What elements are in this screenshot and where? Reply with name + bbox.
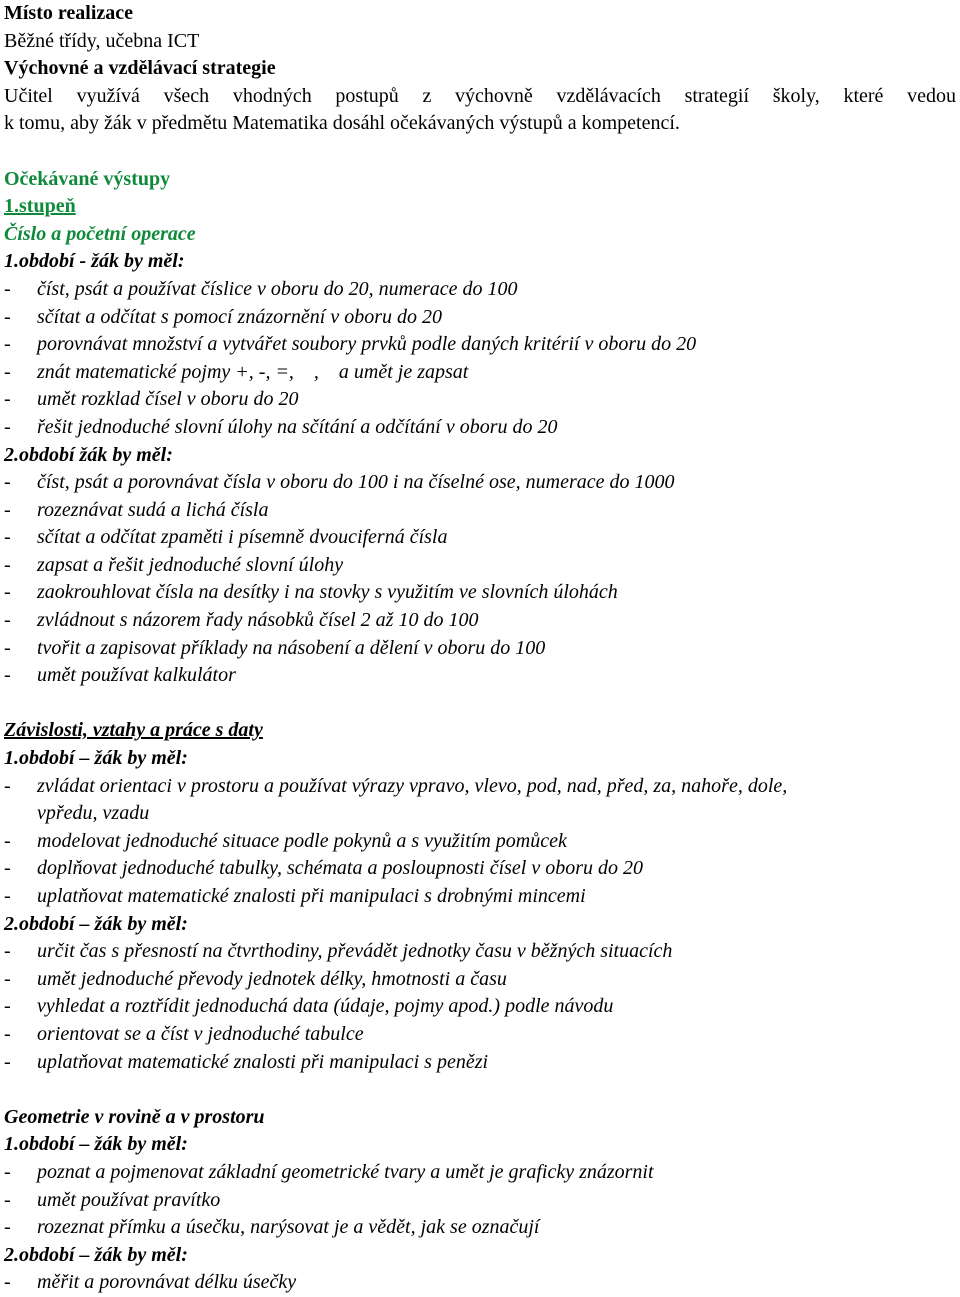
list-item bbox=[4, 386, 956, 414]
list-item bbox=[4, 1214, 956, 1242]
list-item bbox=[4, 607, 956, 635]
list-geometrie-2 bbox=[4, 1269, 956, 1297]
item-text: sčítat a odčítat s pomocí znázornění v oboru do 20 bbox=[37, 305, 442, 328]
obdobi-heading: 2.období žák by měl: bbox=[4, 443, 173, 466]
stupen-heading: 1.stupeň bbox=[4, 195, 76, 218]
list-item-continuation: vpředu, vzadu bbox=[37, 802, 150, 825]
list-item bbox=[4, 828, 956, 856]
item-text: řešit jednoduché slovní úlohy na sčítání a odčítání v oboru do 20 bbox=[37, 415, 558, 438]
list-item bbox=[4, 524, 956, 552]
item-text: umět rozklad čísel v oboru do 20 bbox=[37, 388, 299, 411]
dash: - bbox=[4, 940, 11, 963]
list-cislo-1 bbox=[4, 276, 956, 442]
dash: - bbox=[4, 1022, 11, 1045]
dash: - bbox=[4, 1050, 11, 1073]
dash: - bbox=[4, 526, 11, 549]
list-item bbox=[4, 414, 956, 442]
item-text: rozeznat přímku a úsečku, narýsovat je a vědět, jak se označují bbox=[37, 1216, 540, 1239]
obdobi-heading: 1.období - žák by měl: bbox=[4, 250, 185, 273]
document bbox=[4, 0, 956, 1297]
item-text: zvládnout s názorem řady násobků čísel 2 až 10 do 100 bbox=[37, 609, 479, 632]
obdobi-heading: 1.období – žák by měl: bbox=[4, 747, 188, 770]
list-item bbox=[4, 966, 956, 994]
misto-text: Běžné třídy, učebna ICT bbox=[4, 29, 200, 52]
section-title-zavislosti: Závislosti, vztahy a práce s daty bbox=[4, 719, 263, 742]
dash: - bbox=[4, 305, 11, 328]
spacer bbox=[4, 1076, 956, 1104]
list-item bbox=[4, 662, 956, 690]
strategie-line-2: k tomu, aby žák v předmětu Matematika dosáhl očekávaných výstupů a kompetencí. bbox=[4, 112, 680, 135]
spacer bbox=[4, 138, 956, 166]
dash: - bbox=[4, 857, 11, 880]
misto-heading: Místo realizace bbox=[4, 2, 134, 24]
dash: - bbox=[4, 1271, 11, 1294]
list-geometrie-1 bbox=[4, 1159, 956, 1242]
list-item bbox=[4, 552, 956, 580]
item-text: rozeznávat sudá a lichá čísla bbox=[37, 498, 269, 521]
list-item bbox=[4, 1159, 956, 1187]
dash: - bbox=[4, 333, 11, 356]
dash: - bbox=[4, 498, 11, 521]
item-text: znát matematické pojmy +, -, =, , a umět je zapsat bbox=[37, 360, 469, 383]
item-text: sčítat a odčítat zpaměti i písemně dvouciferná čísla bbox=[37, 526, 448, 549]
item-text: umět jednoduché převody jednotek délky, hmotnosti a času bbox=[37, 967, 507, 990]
dash: - bbox=[4, 415, 11, 438]
list-item bbox=[4, 304, 956, 332]
section-title-geometrie: Geometrie v rovině a v prostoru bbox=[4, 1105, 265, 1128]
list-item bbox=[4, 469, 956, 497]
list-item bbox=[4, 773, 956, 801]
list-item bbox=[4, 1021, 956, 1049]
dash: - bbox=[4, 829, 11, 852]
list-zavislosti-2 bbox=[4, 938, 956, 1076]
dash: - bbox=[4, 277, 11, 300]
item-text: umět používat pravítko bbox=[37, 1188, 221, 1211]
dash: - bbox=[4, 1188, 11, 1211]
dash: - bbox=[4, 1160, 11, 1183]
dash: - bbox=[4, 1216, 11, 1239]
list-cislo-2 bbox=[4, 469, 956, 690]
list-item bbox=[4, 883, 956, 911]
list-item bbox=[4, 497, 956, 525]
dash: - bbox=[4, 885, 11, 907]
list-item bbox=[4, 938, 956, 966]
obdobi-heading: 2.období – žák by měl: bbox=[4, 912, 188, 935]
obdobi-heading: 2.období – žák by měl: bbox=[4, 1243, 188, 1266]
list-item bbox=[4, 993, 956, 1021]
dash: - bbox=[4, 774, 11, 797]
dash: - bbox=[4, 609, 11, 632]
list-item bbox=[4, 276, 956, 304]
strategie-heading: Výchovné a vzdělávací strategie bbox=[4, 57, 276, 80]
item-text: modelovat jednoduché situace podle pokynů a s využitím pomůcek bbox=[37, 829, 567, 852]
dash: - bbox=[4, 636, 11, 659]
dash: - bbox=[4, 995, 11, 1018]
list-item bbox=[4, 1049, 956, 1077]
list-item bbox=[4, 1269, 956, 1297]
item-text: uplatňovat matematické znalosti při manipulaci s penězi bbox=[37, 1050, 489, 1073]
list-zavislosti-1 bbox=[4, 773, 956, 911]
strategie-line-1: Učitel využívá všech vhodných postupů z výchovně vzdělávacích strategií školy, které vedou bbox=[4, 84, 956, 107]
item-text: určit čas s přesností na čtvrthodiny, převádět jednotky času v běžných situacích bbox=[37, 940, 673, 963]
obdobi-heading: 1.období – žák by měl: bbox=[4, 1133, 188, 1156]
dash: - bbox=[4, 388, 11, 411]
item-text: zapsat a řešit jednoduché slovní úlohy bbox=[37, 553, 344, 576]
item-text: vyhledat a roztřídit jednoduchá data (údaje, pojmy apod.) podle návodu bbox=[37, 995, 614, 1018]
dash: - bbox=[4, 581, 11, 604]
item-text: porovnávat množství a vytvářet soubory prvků podle daných kritérií v oboru do 20 bbox=[37, 333, 697, 356]
item-text: měřit a porovnávat délku úsečky bbox=[37, 1271, 297, 1294]
dash: - bbox=[4, 553, 11, 576]
item-text: tvořit a zapisovat příklady na násobení a dělení v oboru do 100 bbox=[37, 636, 546, 659]
section-title-cislo: Číslo a početní operace bbox=[4, 222, 196, 245]
spacer bbox=[4, 690, 956, 718]
item-text: číst, psát a porovnávat čísla v oboru do 100 i na číselné ose, numerace do 1000 bbox=[37, 471, 675, 494]
item-text: poznat a pojmenovat základní geometrické tvary a umět je graficky znázornit bbox=[37, 1160, 654, 1183]
item-text: orientovat se a číst v jednoduché tabulce bbox=[37, 1022, 364, 1045]
dash: - bbox=[4, 471, 11, 494]
item-text: umět používat kalkulátor bbox=[37, 664, 236, 687]
list-item bbox=[4, 855, 956, 883]
list-item bbox=[4, 635, 956, 663]
item-text: číst, psát a používat číslice v oboru do 20, numerace do 100 bbox=[37, 277, 518, 300]
list-item bbox=[4, 579, 956, 607]
item-text: doplňovat jednoduché tabulky, schémata a posloupnosti čísel v oboru do 20 bbox=[37, 857, 644, 880]
item-text: zvládat orientaci v prostoru a používat výrazy vpravo, vlevo, pod, nad, před, za, nahoře, dole, bbox=[37, 774, 788, 797]
vystupy-heading: Očekávané výstupy bbox=[4, 167, 171, 190]
dash: - bbox=[4, 360, 11, 383]
item-text: uplatňovat matematické znalosti při manipulaci s drobnými mincemi bbox=[37, 885, 586, 907]
list-item bbox=[4, 359, 956, 387]
list-item bbox=[4, 331, 956, 359]
item-text: zaokrouhlovat čísla na desítky i na stovky s využitím ve slovních úlohách bbox=[37, 581, 618, 604]
dash: - bbox=[4, 967, 11, 990]
list-item bbox=[4, 1187, 956, 1215]
dash: - bbox=[4, 664, 11, 687]
